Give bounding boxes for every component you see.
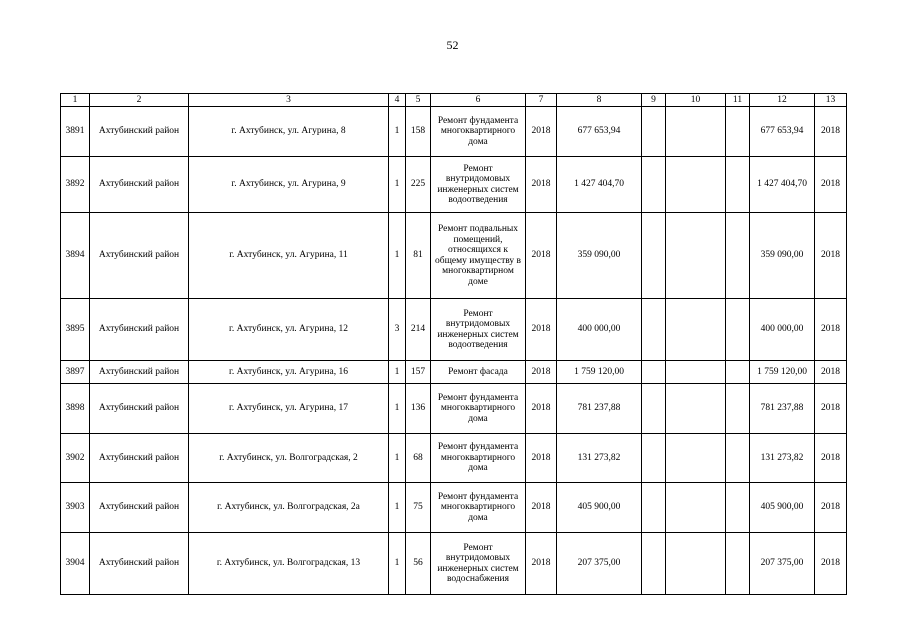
cost-cell: 131 273,82	[557, 434, 642, 483]
end-year-cell: 2018	[815, 434, 847, 483]
col4-cell: 1	[389, 384, 406, 434]
work-type-cell: Ремонт фундамента многоквартирного дома	[431, 434, 526, 483]
col9-cell	[642, 107, 666, 157]
data-table	[60, 93, 847, 595]
district-cell: Ахтубинский район	[90, 434, 189, 483]
work-type-cell: Ремонт внутридомовых инженерных систем водоотведения	[431, 299, 526, 361]
address-cell: г. Ахтубинск, ул. Агурина, 12	[189, 299, 389, 361]
col11-cell	[726, 299, 750, 361]
work-type-cell: Ремонт фасада	[431, 361, 526, 384]
col5-cell: 158	[406, 107, 431, 157]
address-cell: г. Ахтубинск, ул. Агурина, 9	[189, 157, 389, 213]
column-header: 9	[642, 94, 666, 107]
address-cell: г. Ахтубинск, ул. Волгоградская, 13	[189, 533, 389, 595]
col9-cell	[642, 157, 666, 213]
row-number-cell: 3897	[61, 361, 90, 384]
column-header: 10	[666, 94, 726, 107]
cost-cell: 1 759 120,00	[557, 361, 642, 384]
column-header: 2	[90, 94, 189, 107]
col10-cell	[666, 213, 726, 299]
row-number-cell: 3891	[61, 107, 90, 157]
table-row	[61, 533, 847, 595]
work-type-cell: Ремонт фундамента многоквартирного дома	[431, 107, 526, 157]
total-cost-cell: 207 375,00	[750, 533, 815, 595]
district-cell: Ахтубинский район	[90, 213, 189, 299]
column-header: 6	[431, 94, 526, 107]
col5-cell: 75	[406, 483, 431, 533]
column-header: 8	[557, 94, 642, 107]
end-year-cell: 2018	[815, 157, 847, 213]
cost-cell: 207 375,00	[557, 533, 642, 595]
row-number-cell: 3898	[61, 384, 90, 434]
year-cell: 2018	[526, 361, 557, 384]
col10-cell	[666, 157, 726, 213]
year-cell: 2018	[526, 299, 557, 361]
district-cell: Ахтубинский район	[90, 533, 189, 595]
column-header: 1	[61, 94, 90, 107]
end-year-cell: 2018	[815, 384, 847, 434]
address-cell: г. Ахтубинск, ул. Агурина, 16	[189, 361, 389, 384]
page-number: 52	[446, 38, 459, 52]
table-row	[61, 157, 847, 213]
column-header: 12	[750, 94, 815, 107]
table-row	[61, 213, 847, 299]
table-row	[61, 384, 847, 434]
address-cell: г. Ахтубинск, ул. Волгоградская, 2а	[189, 483, 389, 533]
col5-cell: 68	[406, 434, 431, 483]
address-cell: г. Ахтубинск, ул. Агурина, 11	[189, 213, 389, 299]
district-cell: Ахтубинский район	[90, 299, 189, 361]
work-type-cell: Ремонт внутридомовых инженерных систем водоотведения	[431, 157, 526, 213]
column-header: 3	[189, 94, 389, 107]
col9-cell	[642, 483, 666, 533]
row-number-cell: 3903	[61, 483, 90, 533]
col9-cell	[642, 434, 666, 483]
column-header: 4	[389, 94, 406, 107]
total-cost-cell: 131 273,82	[750, 434, 815, 483]
total-cost-cell: 781 237,88	[750, 384, 815, 434]
col9-cell	[642, 533, 666, 595]
cost-cell: 677 653,94	[557, 107, 642, 157]
col4-cell: 1	[389, 361, 406, 384]
col10-cell	[666, 384, 726, 434]
cost-cell: 400 000,00	[557, 299, 642, 361]
district-cell: Ахтубинский район	[90, 384, 189, 434]
work-type-cell: Ремонт подвальных помещений, относящихся к общему имуществу в многоквартирном доме	[431, 213, 526, 299]
address-cell: г. Ахтубинск, ул. Волгоградская, 2	[189, 434, 389, 483]
total-cost-cell: 677 653,94	[750, 107, 815, 157]
work-type-cell: Ремонт внутридомовых инженерных систем водоснабжения	[431, 533, 526, 595]
end-year-cell: 2018	[815, 533, 847, 595]
district-cell: Ахтубинский район	[90, 361, 189, 384]
total-cost-cell: 359 090,00	[750, 213, 815, 299]
row-number-cell: 3902	[61, 434, 90, 483]
end-year-cell: 2018	[815, 107, 847, 157]
col4-cell: 1	[389, 483, 406, 533]
column-header: 7	[526, 94, 557, 107]
col5-cell: 225	[406, 157, 431, 213]
table-row	[61, 299, 847, 361]
end-year-cell: 2018	[815, 213, 847, 299]
table-row	[61, 434, 847, 483]
col4-cell: 1	[389, 213, 406, 299]
col5-cell: 157	[406, 361, 431, 384]
end-year-cell: 2018	[815, 483, 847, 533]
total-cost-cell: 1 759 120,00	[750, 361, 815, 384]
col11-cell	[726, 533, 750, 595]
year-cell: 2018	[526, 213, 557, 299]
column-header: 5	[406, 94, 431, 107]
column-header: 11	[726, 94, 750, 107]
col11-cell	[726, 434, 750, 483]
row-number-cell: 3894	[61, 213, 90, 299]
year-cell: 2018	[526, 483, 557, 533]
col11-cell	[726, 384, 750, 434]
cost-cell: 781 237,88	[557, 384, 642, 434]
col4-cell: 1	[389, 107, 406, 157]
total-cost-cell: 1 427 404,70	[750, 157, 815, 213]
col10-cell	[666, 299, 726, 361]
end-year-cell: 2018	[815, 299, 847, 361]
year-cell: 2018	[526, 533, 557, 595]
cost-cell: 405 900,00	[557, 483, 642, 533]
row-number-cell: 3892	[61, 157, 90, 213]
col9-cell	[642, 361, 666, 384]
address-cell: г. Ахтубинск, ул. Агурина, 17	[189, 384, 389, 434]
col9-cell	[642, 299, 666, 361]
total-cost-cell: 405 900,00	[750, 483, 815, 533]
col9-cell	[642, 213, 666, 299]
district-cell: Ахтубинский район	[90, 107, 189, 157]
col10-cell	[666, 483, 726, 533]
col4-cell: 1	[389, 434, 406, 483]
table-body	[61, 107, 847, 595]
col10-cell	[666, 434, 726, 483]
table-row	[61, 107, 847, 157]
row-number-cell: 3904	[61, 533, 90, 595]
col5-cell: 56	[406, 533, 431, 595]
col11-cell	[726, 483, 750, 533]
col10-cell	[666, 361, 726, 384]
year-cell: 2018	[526, 157, 557, 213]
col5-cell: 81	[406, 213, 431, 299]
col9-cell	[642, 384, 666, 434]
col4-cell: 1	[389, 157, 406, 213]
col11-cell	[726, 107, 750, 157]
cost-cell: 1 427 404,70	[557, 157, 642, 213]
col10-cell	[666, 107, 726, 157]
year-cell: 2018	[526, 384, 557, 434]
cost-cell: 359 090,00	[557, 213, 642, 299]
col5-cell: 136	[406, 384, 431, 434]
col5-cell: 214	[406, 299, 431, 361]
year-cell: 2018	[526, 107, 557, 157]
col10-cell	[666, 533, 726, 595]
district-cell: Ахтубинский район	[90, 157, 189, 213]
col11-cell	[726, 157, 750, 213]
col4-cell: 3	[389, 299, 406, 361]
end-year-cell: 2018	[815, 361, 847, 384]
total-cost-cell: 400 000,00	[750, 299, 815, 361]
work-type-cell: Ремонт фундамента многоквартирного дома	[431, 483, 526, 533]
address-cell: г. Ахтубинск, ул. Агурина, 8	[189, 107, 389, 157]
work-type-cell: Ремонт фундамента многоквартирного дома	[431, 384, 526, 434]
table-row	[61, 483, 847, 533]
district-cell: Ахтубинский район	[90, 483, 189, 533]
table-row	[61, 361, 847, 384]
col4-cell: 1	[389, 533, 406, 595]
col11-cell	[726, 361, 750, 384]
header-row	[61, 94, 847, 107]
row-number-cell: 3895	[61, 299, 90, 361]
col11-cell	[726, 213, 750, 299]
year-cell: 2018	[526, 434, 557, 483]
column-header: 13	[815, 94, 847, 107]
